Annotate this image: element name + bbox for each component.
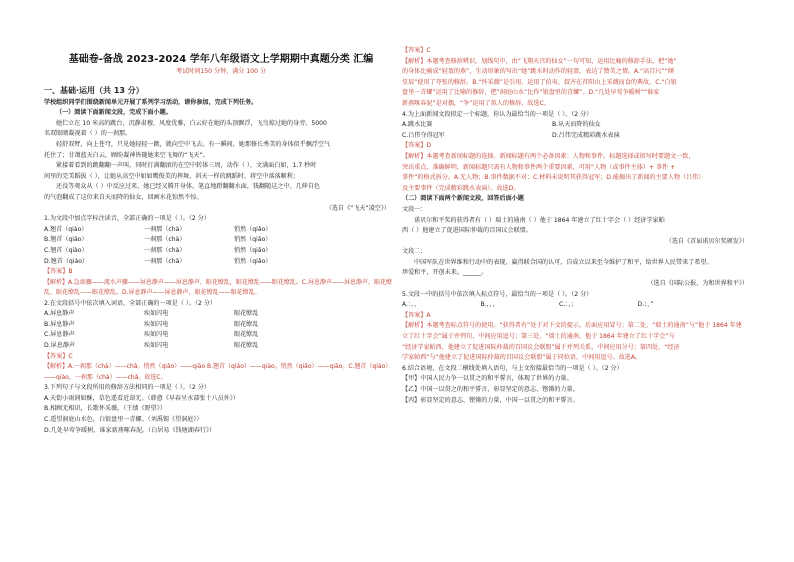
text-line: 【解析】本题考查新闻标题的选择。新闻标题有两个必备因素：人物和事件。标题选择或拟写时要题文一致， (402, 152, 695, 160)
text-line: 盘里一青螺”运用了比喻的修辞，把“洞庭山水”比作“银盘里的青螺”。D.“几处早莺争暖树”“谁家 (402, 89, 660, 97)
option-cell: D.翘首（qiáo） (44, 257, 89, 265)
text-line: 文段二： (402, 248, 427, 256)
option-row (44, 246, 396, 257)
option-cell: A.屏息静声 (44, 310, 75, 318)
text-line: （选自《“飞天”凌空》） (325, 204, 390, 212)
q1-explanation: 【解析】A.急如骤——流水声骤——屏息静声——屏息静声，眼花缭乱，眼花缭乱——眼花缭乱。C.屏息静声——屏息静声，眼花缭乱，眼花缭乱——眼花缭乱。D.屏息静声——屏息静声，眼花缭乱——眼花缭乱。 (44, 278, 393, 297)
text-line: “经济学家帕西，他建立了促进国际仲裁的百国议会联盟”属于并列关系，中间应用分号；第四处，“经济 (402, 343, 680, 351)
text-line: 诺贝尔和平奖的获得者有（ ）瑞士的通南（ ）他于 1864 年建立了红十字会（ ）经济学家帕 (414, 216, 665, 224)
text-line: （选自《首届诺贝尔奖颁发》） (665, 237, 748, 245)
option-cell: 悄然（qiǎo） (234, 225, 272, 233)
option-item: C.遥望洞庭山水色，白银盘里一青螺。（刘禹锡《望洞庭》） (44, 416, 203, 424)
q5-options (402, 300, 702, 311)
text-line: 紧接着看到的跳翻翻一声叫，同时打满翻滚的在空中转体三周，动作（ ），文满面白如，1.7 秒时 (56, 162, 317, 170)
exam-info: 考试时间150 分钟，满分 100 分 (175, 68, 266, 75)
text-line: 名双眼睛凝视着（ ）的一刹那。 (44, 130, 132, 138)
section-heading: 一、基础·运用（共 13 分） (44, 86, 144, 95)
option-cell: D.屏息静声 (44, 342, 76, 350)
option-item: D.；，” (637, 301, 654, 309)
option-cell: A.翘首（qiào） (44, 225, 88, 233)
option-cell: 眼花缭乱 (234, 331, 259, 339)
option-cell: 疾如闪电 (144, 342, 169, 350)
right-text-block-1 (402, 46, 754, 120)
text-line: 1.为文段中加点字标注读音，全部正确的一项是（ ）。（2 分） (44, 215, 210, 223)
option-cell: 眼花缭乱 (234, 320, 259, 328)
option-cell: B.屏息静声 (44, 320, 75, 328)
text-line: 星辰”使用了夸张的修辞。B.“怀采薇”是引用，运用了伯夷、叔齐在首阳山上采薇而食的典故。C.“白银 (402, 78, 677, 86)
text-line: 新燕啄春泥”是对偶，“争”运用了拟人的修辞。故选C。 (402, 99, 550, 107)
option-row (44, 320, 396, 331)
option-item: C.：，； (559, 301, 578, 309)
text-line: 立了红十字会”属于并列句，中间应用逗号；第三处，“瑞士的通南，他于 1864 年建立了红十字会”与 (402, 333, 675, 341)
q2-answer: 【答案】C (44, 352, 73, 360)
right-text-block-2 (402, 141, 754, 300)
q4-options (402, 120, 702, 141)
document-title: 基础卷-备战 2023-2024 学年八年级语文上学期期中真题分类 汇编 (68, 54, 374, 65)
text-line: 间里的完美蹈拔（ ），让她从高空中如如鹰俊美的挥舞，斜天一样的跳蹈时，将空中落落顺利； (44, 172, 299, 180)
option-row (44, 341, 396, 352)
text-line: （选自《国际公报，为和世界和平》） (647, 280, 748, 288)
text-line: 学校组织同学们围绕新闻单元开展了系列学习活动，请你参加，完成下列任务。 (44, 98, 258, 106)
option-cell: 疾如闪电 (144, 310, 169, 318)
option-cell: C.翘首（qiào） (44, 246, 88, 254)
text-line: 文段一： (402, 205, 427, 213)
text-line: 5.文段一中的括号中依次填入标点符号，最恰当的一项是（ ）。（2 分） (402, 290, 593, 298)
text-line: 4.为上面新闻文段拟定一个标题，你认为最恰当的一项是（ ）。（2 分） (402, 110, 593, 118)
q3-options (44, 394, 396, 436)
text-line: 【乙】中国一以贯之的和平誓言，彰显坚定的意志、铿锵的力量。 (402, 386, 579, 393)
text-line: 突出重点、准确鲜明，新闻标题只需有人物和事件两个重要因素，可用“人物（或事件主体）+ 事件 + (402, 163, 676, 171)
text-line: 她伫立在 10 米高的跳台，沉静肃穆，风度优雅，白云好在她的头顶飘浮，飞鸟掠过她的身旁。5000 (56, 119, 327, 127)
option-cell: 一刹那（chà） (144, 246, 186, 254)
option-item: A.跳水比赛 (402, 121, 433, 129)
q2-options (44, 309, 396, 351)
text-line: 珍爱和平，开创未来。______。 (402, 269, 488, 277)
option-row (44, 330, 396, 341)
option-cell: 眼花缭乱 (234, 342, 259, 350)
text-line: 【解析】本题考查修辞辨识。划线句中，由“飞翔天宫的仙女”一句可知，运用比喻的修辞手法，把“她” (402, 57, 677, 65)
text-line: 的身体比喻成“轻盈的燕”，生动形象的写出“她”跳水时动作的轻盈，表达了赞美之情。A.“高百尺”“倾 (402, 68, 674, 76)
text-line: 事件”的格式拆分。A.无人物；B.事件数据不对；C.材料未说明其获得冠军；D.能揭出了新闻的主要人物（吕伟） (402, 174, 705, 182)
option-item: D.几处早莺争暖树，谁家新燕啄春泥。（白居易《钱塘湖春行》） (44, 426, 216, 434)
text-line: 的气泡翻成了这位来自天而降的仙女，回画水花惊然不惊。 (44, 193, 203, 201)
option-row (44, 257, 396, 268)
option-cell: 悄然（qiǎo） (234, 246, 272, 254)
left-text-block (44, 98, 396, 225)
option-item: A.：，， (402, 301, 421, 309)
option-cell: 疾如闪电 (144, 331, 169, 339)
text-line: （二）阅读下面两个新闻文段，回答后面小题 (402, 195, 524, 203)
text-line: 【解析】本题考查标点符号的使用。“获得者有”处于对下文的提示，后面应用冒号；第二处，“瑞士的通南”与“他于 1864 年建 (402, 322, 742, 330)
option-cell: 一刹那（chà） (144, 225, 186, 233)
option-item: A.天街小雨润如酥，草色遥看近却无。（韩愈《早春呈水部张十八员外》） (44, 394, 239, 402)
text-line: 【丙】彰显坚定的意志、铿锵的力量，中国一以贯之的和平誓言。 (402, 396, 579, 404)
q1-answer: 【答案】B (44, 268, 73, 276)
text-line: 【答案】D (402, 142, 432, 150)
option-cell: 眼花缭乱 (234, 310, 259, 318)
text-line: 学家帕西”与“他建立了促进国际仲裁的百国议会联盟”属于同位语，中间用逗号。故选A。 (402, 354, 642, 362)
text-line: 中国军队在世界维和行动中的表现，赢得联合国的认可，自成立以来至今维护了和平，给世界人民带来了希望。 (414, 258, 713, 266)
option-cell: 一刹那（chǎ） (144, 257, 186, 265)
text-line: 及主要事件（完成精彩跳水表演）。故选D。 (402, 184, 520, 192)
left-column (44, 82, 396, 436)
option-row (44, 309, 396, 320)
option-cell: 疾如闪电 (144, 320, 169, 328)
option-item: C.吕伟夺得冠军 (402, 131, 445, 139)
q2-explanation: 【解析】A.一刹那（chà）——chǎ。悄然（qiǎo）——qiāo B.翘首（qiáo）——qiào。悄然（qiǎo）——qiāo。C.翘首（qiáo）——qiào，一刹那（chà）——chǎ。故选C。 (44, 363, 392, 381)
option-item: D.吕伟完成精彩跳水表演 (552, 131, 620, 139)
q3-stem: 3.下列句子与文段所用的修辞方法相同的一项是（ ）。（2 分） (44, 384, 210, 392)
text-line: 托住了；甘蔼蓝天白云，顾盼凝神皆随她来空飞舞的“飞天”。 (44, 151, 209, 159)
option-cell: B.翘首（qiáo） (44, 236, 88, 244)
option-row (44, 235, 396, 246)
option-cell: 悄然（qiǎo） (234, 257, 272, 265)
option-row (44, 225, 396, 236)
option-cell: 悄然（qiǎo） (234, 236, 272, 244)
text-line: 还没等观众从（ ）中反应过来，她已经又腾开身体，笔直地蹬翻翻水面，钱翻随这之中。几伸自色 (56, 183, 320, 191)
q2-stem: 2.在文段括号中依次填入词语，全部正确的一项是（ ）。（2 分） (44, 299, 216, 307)
text-line: 【答案】A (402, 311, 431, 319)
text-line: 【甲】中国人民力争一以贯之的和平誓言，体现了世界的力量。 (402, 375, 573, 383)
text-line: （一）阅读下面新闻文段，完成下面小题。 (56, 109, 172, 117)
right-column (402, 46, 754, 406)
text-line: 6.结合语境，在文段二横线处填入语句，与上文衔接最恰当的一项是（ ）。（2 分） (402, 364, 623, 372)
option-item: B.从天而降的仙女 (552, 121, 601, 129)
q1-options (44, 225, 396, 267)
option-cell: C.屏息静声 (44, 331, 75, 339)
option-item: B.相顾无相识，长歌怀采薇。（王绩《野望》） (44, 405, 166, 413)
text-line: 【答案】C (402, 47, 431, 54)
option-item: B.，，， (480, 301, 499, 309)
right-text-block-3 (402, 311, 754, 406)
option-cell: 一刹那（chà） (144, 236, 186, 244)
text-line: 轻舒双臂，向上苍穹，只见她轻轻一跳，就向空中飞去。有一瞬间，她那修长秀美的身体似乎飘浮空气 (56, 140, 331, 148)
text-line: 西（ ）他建立了促进国际仲裁的百国议会联盟。 (402, 227, 532, 235)
